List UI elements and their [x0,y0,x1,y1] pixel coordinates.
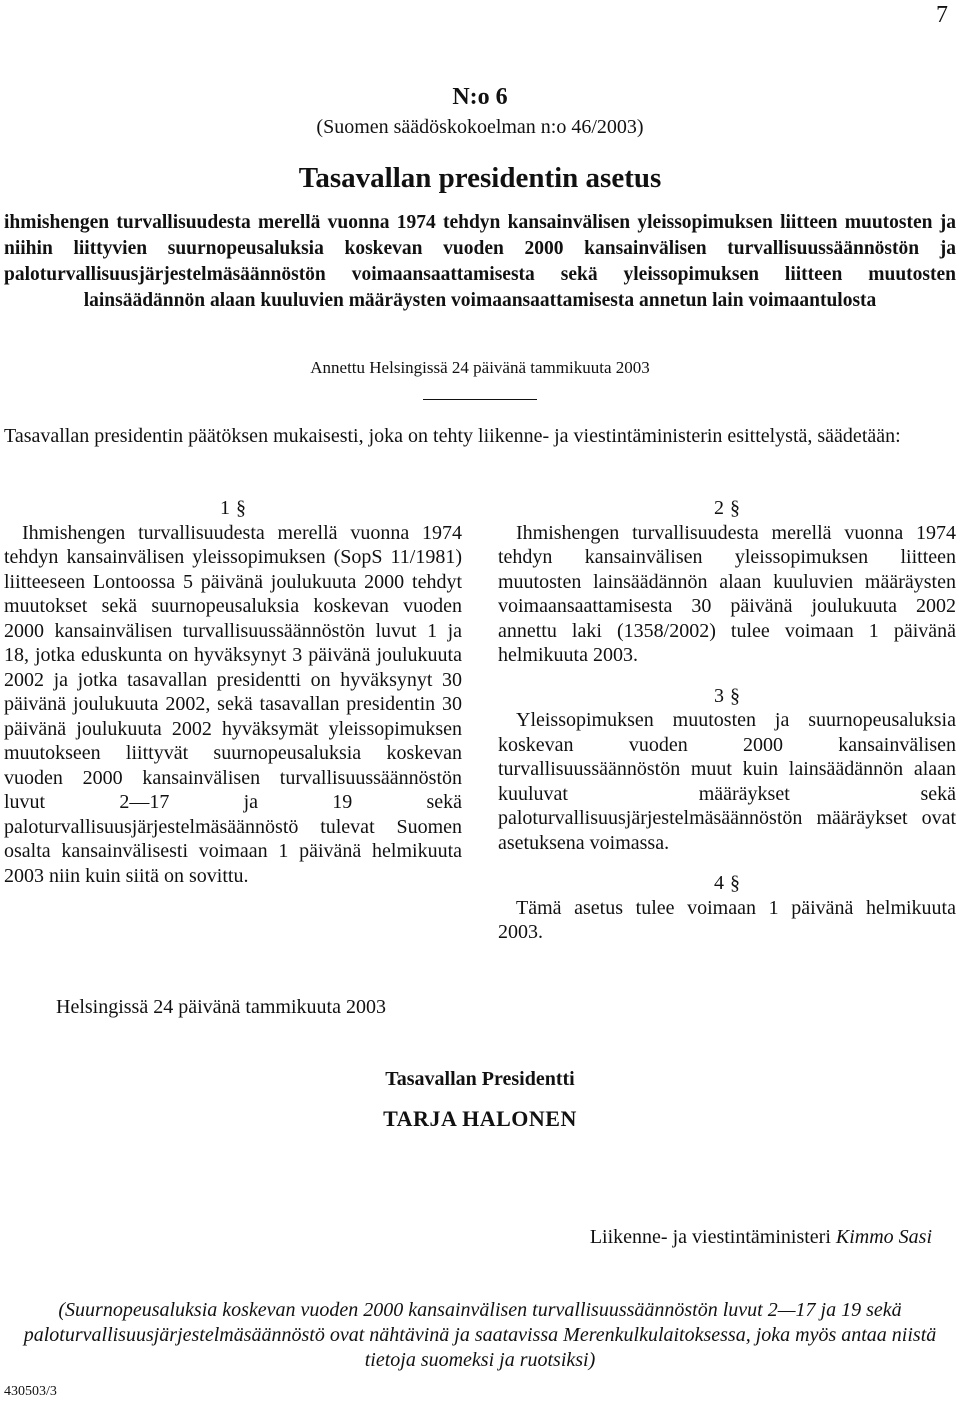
section-4 [498,871,956,945]
collection-reference: (Suomen säädöskokoelman n:o 46/2003) [316,116,644,138]
signature-place-date: Helsingissä 24 päivänä tammikuuta 2003 [56,996,386,1018]
section-text: Ihmishengen turvallisuudesta merellä vuonna 1974 tehdyn kansainvälisen yleissopimuksen (SopS 11/1981) liitteeseen Lontoossa 5 päivänä joulukuuta 2000 tehdyt muutokset sekä suurnopeusaluksia koskevan vuoden 2000 kansainvälisen turvallisuussäännöstön luvut 1 ja 18, jotka eduskunta on hyväksynyt 3 päivänä joulukuuta 2002 ja jotka tasavallan presidentti on hyväksynyt 30 päivänä joulukuuta 2002, sekä tasavallan presidentin 30 päivänä joulukuuta 2002 hyväksymät yleissopimuksen muutokseen liittyvät suurnopeusaluksia koskevan vuoden 2000 kansainvälisen turvallisuussäännöstön luvut 2—17 ja 19 sekä paloturvallisuusjärjestelmäsäännöstö tulevat Suomen osalta kansainvälisesti voimaan 1 päivänä helmikuuta 2003 niin kuin siitä on sovittu. [4,521,462,887]
section-number: 2 [714,497,724,519]
section-symbol: § [730,497,740,519]
section-2 [498,496,956,668]
section-number: 4 [714,872,724,894]
page-number: 7 [936,2,948,28]
section-number: 1 [220,497,230,519]
section-symbol: § [730,872,740,894]
footnote: (Suurnopeusaluksia koskevan vuoden 2000 kansainvälisen turvallisuussäännöstön luvut 2—17 ja 19 sekä paloturvallisuusjärjestelmäsäännöstö ovat nähtävinä ja saatavissa Merenkulkulaitoksessa, joka myös antaa niistä tietoja suomeksi ja ruotsiksi) [23,1299,937,1371]
section-text: Tämä asetus tulee voimaan 1 päivänä helmikuuta 2003. [498,896,956,943]
print-code: 430503/3 [4,1384,57,1399]
section-symbol: § [730,684,740,707]
minister-title: Liikenne- ja viestintäministeri [589,1226,831,1248]
president-title: Tasavallan Presidentti [385,1068,575,1090]
left-column [4,496,462,904]
statute-number: N:o 6 [452,84,508,110]
section-heading [498,871,956,896]
minister-name: Kimmo Sasi [835,1226,932,1248]
minister-signature [590,1226,932,1249]
section-3 [498,684,956,856]
section-heading [4,496,462,521]
president-name: TARJA HALONEN [383,1106,577,1131]
section-number: 3 [714,684,724,707]
document-subtitle: ihmishengen turvallisuudesta merellä vuonna 1974 tehdyn kansainvälisen yleissopimuksen liitteen muutosten ja niihin liittyvien suurnopeusaluksia koskevan vuoden 2000 kansainvälisen turvallisuussäännöstön ja paloturvallisuusjärjestelmäsäännöstön voimaansaattamisesta sekä yleissopimuksen liitteen muutosten lainsäädännön alaan kuuluvien määräysten voimaansaattamisesta annetun lain voimaantulosta [4,212,956,311]
document-title: Tasavallan presidentin asetus [298,162,662,194]
divider-rule [423,399,537,400]
preamble: Tasavallan presidentin päätöksen mukaisesti, joka on tehty liikenne- ja viestintäministerin esittelystä, säädetään: [4,425,901,447]
given-date: Annettu Helsingissä 24 päivänä tammikuuta 2003 [310,358,650,377]
section-text: Ihmishengen turvallisuudesta merellä vuonna 1974 tehdyn kansainvälisen yleissopimuksen liitteen muutosten lainsäädännön alaan kuuluvien määräysten voimaansaattamisesta 30 päivänä joulukuuta 2002 annettu laki (1358/2002) tulee voimaan 1 päivänä helmikuuta 2003. [498,521,956,666]
section-heading [498,496,956,521]
section-1 [4,496,462,888]
right-column [498,496,956,961]
section-heading [498,684,956,709]
section-symbol: § [236,497,246,519]
section-text: Yleissopimuksen muutosten ja suurnopeusaluksia koskevan vuoden 2000 kansainvälisen turvallisuussäännöstön muut kuin lainsäädännön alaan kuuluvat määräykset sekä paloturvallisuusjärjestelmäsäännöstön määräykset ovat asetuksena voimassa. [498,709,956,854]
